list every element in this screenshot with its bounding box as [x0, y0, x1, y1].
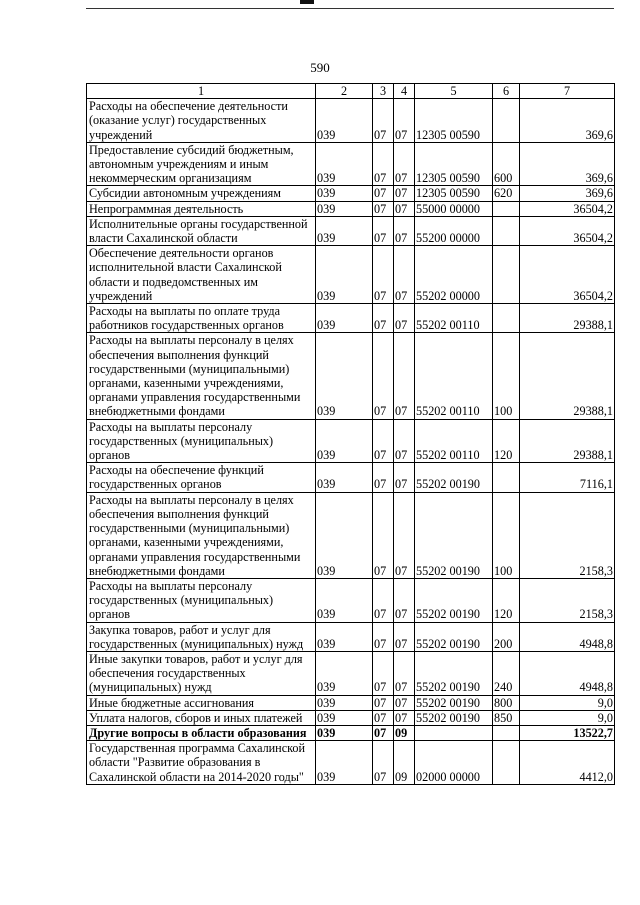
row-razdel: 07 — [373, 622, 394, 651]
row-podrazdel: 07 — [394, 304, 415, 333]
row-csr: 55202 00190 — [415, 492, 493, 578]
row-ved: 039 — [316, 463, 373, 492]
row-podrazdel: 07 — [394, 246, 415, 304]
row-razdel: 07 — [373, 725, 394, 740]
row-csr: 55000 00000 — [415, 201, 493, 216]
col-header-7: 7 — [520, 84, 615, 99]
row-name: Расходы на обеспечение деятельности (оказание услуг) государственных учреждений — [87, 99, 316, 143]
row-podrazdel: 07 — [394, 333, 415, 419]
row-vr: 240 — [493, 651, 520, 695]
row-vr — [493, 304, 520, 333]
row-sum: 36504,2 — [520, 216, 615, 245]
row-csr: 12305 00590 — [415, 99, 493, 143]
row-ved: 039 — [316, 492, 373, 578]
row-podrazdel: 07 — [394, 463, 415, 492]
row-sum: 4412,0 — [520, 741, 615, 785]
row-name: Субсидии автономным учреждениям — [87, 186, 316, 201]
row-razdel: 07 — [373, 186, 394, 201]
row-name: Непрограммная деятельность — [87, 201, 316, 216]
row-csr: 55202 00190 — [415, 695, 493, 710]
row-name: Расходы на выплаты персоналу государственных (муниципальных) органов — [87, 578, 316, 622]
table-row — [87, 710, 615, 725]
row-name: Государственная программа Сахалинской области "Развитие образования в Сахалинской области на 2014-2020 годы" — [87, 741, 316, 785]
row-csr: 55202 00000 — [415, 246, 493, 304]
table-row — [87, 741, 615, 785]
row-ved: 039 — [316, 216, 373, 245]
row-name: Обеспечение деятельности органов исполнительной власти Сахалинской области и подведомственных им учреждений — [87, 246, 316, 304]
table-row — [87, 725, 615, 740]
row-csr: 12305 00590 — [415, 142, 493, 186]
row-name: Исполнительные органы государственной власти Сахалинской области — [87, 216, 316, 245]
row-vr: 120 — [493, 578, 520, 622]
row-vr: 200 — [493, 622, 520, 651]
row-csr: 55202 00190 — [415, 463, 493, 492]
table-row — [87, 216, 615, 245]
row-razdel: 07 — [373, 201, 394, 216]
table-row — [87, 492, 615, 578]
row-podrazdel: 07 — [394, 419, 415, 463]
row-csr: 55202 00190 — [415, 578, 493, 622]
row-csr: 02000 00000 — [415, 741, 493, 785]
row-name: Иные закупки товаров, работ и услуг для обеспечения государственных (муниципальных) нужд — [87, 651, 316, 695]
row-podrazdel: 07 — [394, 651, 415, 695]
row-ved: 039 — [316, 651, 373, 695]
row-razdel: 07 — [373, 216, 394, 245]
row-name: Закупка товаров, работ и услуг для государственных (муниципальных) нужд — [87, 622, 316, 651]
row-ved: 039 — [316, 741, 373, 785]
table-row — [87, 578, 615, 622]
row-ved: 039 — [316, 304, 373, 333]
row-podrazdel: 07 — [394, 201, 415, 216]
row-ved: 039 — [316, 695, 373, 710]
row-podrazdel: 07 — [394, 695, 415, 710]
row-podrazdel: 07 — [394, 622, 415, 651]
row-csr: 55202 00110 — [415, 304, 493, 333]
row-vr — [493, 741, 520, 785]
row-csr: 55202 00190 — [415, 622, 493, 651]
table-body — [87, 99, 615, 785]
row-razdel: 07 — [373, 333, 394, 419]
row-vr: 600 — [493, 142, 520, 186]
row-podrazdel: 07 — [394, 216, 415, 245]
row-podrazdel: 09 — [394, 741, 415, 785]
table-row — [87, 622, 615, 651]
table-row — [87, 142, 615, 186]
table-row — [87, 695, 615, 710]
row-vr — [493, 463, 520, 492]
row-csr: 55202 00190 — [415, 710, 493, 725]
row-razdel: 07 — [373, 304, 394, 333]
col-header-3: 3 — [373, 84, 394, 99]
row-podrazdel: 07 — [394, 99, 415, 143]
row-sum: 29388,1 — [520, 304, 615, 333]
row-razdel: 07 — [373, 741, 394, 785]
row-sum: 369,6 — [520, 99, 615, 143]
row-vr — [493, 99, 520, 143]
row-sum: 369,6 — [520, 142, 615, 186]
row-razdel: 07 — [373, 142, 394, 186]
row-razdel: 07 — [373, 651, 394, 695]
row-razdel: 07 — [373, 710, 394, 725]
row-ved: 039 — [316, 333, 373, 419]
col-header-4: 4 — [394, 84, 415, 99]
row-sum: 4948,8 — [520, 651, 615, 695]
header-row — [87, 84, 615, 99]
row-razdel: 07 — [373, 463, 394, 492]
row-name: Расходы на выплаты персоналу в целях обеспечения выполнения функций государственными (муниципальными) органами, казенными учреждениями, органами управления государственными внебюджетными фондами — [87, 333, 316, 419]
row-ved: 039 — [316, 186, 373, 201]
table-row — [87, 246, 615, 304]
table-row — [87, 99, 615, 143]
col-header-1: 1 — [87, 84, 316, 99]
row-razdel: 07 — [373, 695, 394, 710]
row-ved: 039 — [316, 710, 373, 725]
row-sum: 29388,1 — [520, 419, 615, 463]
row-name: Расходы на выплаты персоналу в целях обеспечения выполнения функций государственными (муниципальными) органами, казенными учреждениями, органами управления государственными внебюджетными фондами — [87, 492, 316, 578]
table-row — [87, 201, 615, 216]
row-ved: 039 — [316, 419, 373, 463]
col-header-2: 2 — [316, 84, 373, 99]
col-header-5: 5 — [415, 84, 493, 99]
row-vr: 800 — [493, 695, 520, 710]
table-row — [87, 186, 615, 201]
row-name: Иные бюджетные ассигнования — [87, 695, 316, 710]
row-sum: 13522,7 — [520, 725, 615, 740]
row-sum: 9,0 — [520, 710, 615, 725]
row-podrazdel: 07 — [394, 578, 415, 622]
table-row — [87, 419, 615, 463]
row-name: Уплата налогов, сборов и иных платежей — [87, 710, 316, 725]
row-vr: 120 — [493, 419, 520, 463]
row-razdel: 07 — [373, 492, 394, 578]
col-header-6: 6 — [493, 84, 520, 99]
row-vr — [493, 246, 520, 304]
row-podrazdel: 07 — [394, 142, 415, 186]
row-vr — [493, 201, 520, 216]
table-row — [87, 304, 615, 333]
row-podrazdel: 07 — [394, 492, 415, 578]
row-csr: 55202 00110 — [415, 419, 493, 463]
row-podrazdel: 09 — [394, 725, 415, 740]
row-razdel: 07 — [373, 578, 394, 622]
row-ved: 039 — [316, 578, 373, 622]
row-vr: 100 — [493, 492, 520, 578]
table-row — [87, 333, 615, 419]
page-number: 590 — [310, 60, 330, 75]
row-name: Предоставление субсидий бюджетным, автономным учреждениям и иным некоммерческим организациям — [87, 142, 316, 186]
row-name: Расходы на обеспечение функций государственных органов — [87, 463, 316, 492]
row-csr: 12305 00590 — [415, 186, 493, 201]
row-sum: 36504,2 — [520, 201, 615, 216]
top-rule — [86, 8, 614, 9]
row-sum: 36504,2 — [520, 246, 615, 304]
row-ved: 039 — [316, 99, 373, 143]
row-ved: 039 — [316, 725, 373, 740]
row-ved: 039 — [316, 142, 373, 186]
row-name: Другие вопросы в области образования — [87, 725, 316, 740]
row-razdel: 07 — [373, 246, 394, 304]
row-sum: 9,0 — [520, 695, 615, 710]
row-sum: 2158,3 — [520, 492, 615, 578]
table-row — [87, 463, 615, 492]
row-razdel: 07 — [373, 99, 394, 143]
row-csr: 55202 00110 — [415, 333, 493, 419]
row-name: Расходы на выплаты персоналу государственных (муниципальных) органов — [87, 419, 316, 463]
row-ved: 039 — [316, 201, 373, 216]
row-csr: 55202 00190 — [415, 651, 493, 695]
row-ved: 039 — [316, 246, 373, 304]
row-vr: 100 — [493, 333, 520, 419]
row-ved: 039 — [316, 622, 373, 651]
row-vr — [493, 216, 520, 245]
row-sum: 4948,8 — [520, 622, 615, 651]
row-vr: 620 — [493, 186, 520, 201]
row-sum: 2158,3 — [520, 578, 615, 622]
row-podrazdel: 07 — [394, 710, 415, 725]
row-sum: 7116,1 — [520, 463, 615, 492]
row-csr: 55200 00000 — [415, 216, 493, 245]
row-vr — [493, 725, 520, 740]
top-mark — [300, 0, 314, 4]
row-sum: 29388,1 — [520, 333, 615, 419]
row-razdel: 07 — [373, 419, 394, 463]
row-name: Расходы на выплаты по оплате труда работников государственных органов — [87, 304, 316, 333]
budget-table — [86, 83, 615, 785]
row-sum: 369,6 — [520, 186, 615, 201]
row-vr: 850 — [493, 710, 520, 725]
table-row — [87, 651, 615, 695]
row-csr — [415, 725, 493, 740]
row-podrazdel: 07 — [394, 186, 415, 201]
